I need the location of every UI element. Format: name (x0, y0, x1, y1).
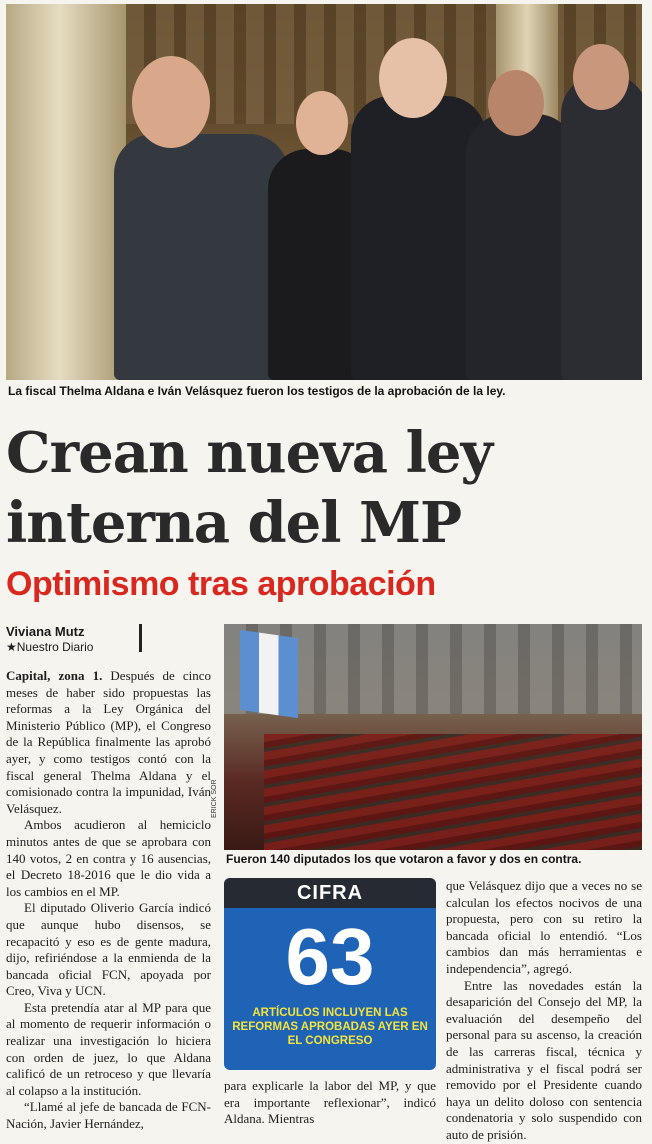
headline-line-2: interna del MP (6, 490, 462, 556)
article-paragraph: que Velásquez dijo que a veces no se calculan los efectos nocivos de una propuesta, pero con su retiro la bancada oficial lo entendió. “Los cambios dan más herramientas e independencia”, agregó. (446, 878, 642, 976)
person-figure (561, 74, 642, 380)
article-paragraph: Ambos acudieron al hemiciclo minutos antes de que se aprobara con 140 votos, 2 en contra y 16 ausencias, el Decreto 18-2016 que le dio vida a los cambios en el MP. (6, 817, 211, 899)
byline-author: Viviana Mutz (6, 624, 85, 639)
person-figure (466, 114, 576, 380)
subheadline: Optimismo tras aprobación (6, 565, 436, 603)
infobox-label: CIFRA (224, 878, 436, 908)
article-paragraph: Entre las novedades están la desaparición del Consejo del MP, la evaluación del desempeño del personal para su ascenso, la creación de las carreras fiscal, técnica y administrativa y el fiscal podrá ser removido por el Presidente cuando haya un delito doloso con sentencia condenatoria y solo suspendido con auto de prisión. (446, 977, 642, 1142)
article-paragraph: para explicarle la labor del MP, y que era importante reflexionar”, indicó Aldana. Mientras (224, 1078, 436, 1127)
article-paragraph (6, 668, 211, 817)
infobox-number: 63 (285, 912, 375, 1001)
congress-photo (224, 624, 642, 850)
headline (6, 418, 646, 558)
person-figure (114, 134, 289, 380)
article-paragraph: Esta pretendía atar al MP para que al momento de requerir información o realizar una investigación lo hiciera con orden de juez, lo que Aldana calificó de un retroceso y que llevaría al colapso a la institución. (6, 999, 211, 1098)
photo-credit: ERICK SOR (211, 779, 218, 818)
infobox-description: ARTÍCULOS INCLUYEN LAS REFORMAS APROBADAS AYER EN EL CONGRESO (232, 1007, 428, 1047)
byline-outlet: ★Nuestro Diario (6, 640, 94, 654)
congress-seats (264, 734, 642, 850)
article-column-2 (224, 1078, 436, 1128)
article-paragraph: “Llamé al jefe de bancada de FCN-Nación, Javier Hernández, (6, 1099, 211, 1132)
marble-column (6, 4, 126, 380)
article-paragraph: El diputado Oliverio García indicó que aunque hubo disensos, se recapacitó y eso es de gente madura, dijo, refiriéndose a la enmienda de la bancada oficial FCN, apoyada por Creo, Viva y UCN. (6, 900, 211, 999)
top-photo (6, 4, 642, 380)
paragraph-text: Después de cinco meses de haber sido propuestas las reformas a la Ley Orgánica del Ministerio Público (MP), el Congreso de la República finalmente las aprobó ayer, y como testigos contó con la fiscal general Thelma Aldana y el comisionado contra la impunidad, Iván Velásquez. (6, 668, 212, 816)
dateline: Capital, zona 1. (6, 668, 103, 683)
byline-divider (139, 624, 142, 652)
congress-photo-caption: Fueron 140 diputados los que votaron a favor y dos en contra. (226, 852, 582, 866)
cifra-infobox (224, 878, 436, 1070)
headline-line-1: Crean nueva ley (6, 420, 493, 486)
article-column-3 (446, 878, 642, 1144)
top-photo-caption: La fiscal Thelma Aldana e Iván Velásquez fueron los testigos de la aprobación de la ley. (8, 384, 506, 398)
article-column-1 (6, 668, 211, 1133)
byline (6, 624, 93, 654)
flag-icon (240, 630, 298, 718)
